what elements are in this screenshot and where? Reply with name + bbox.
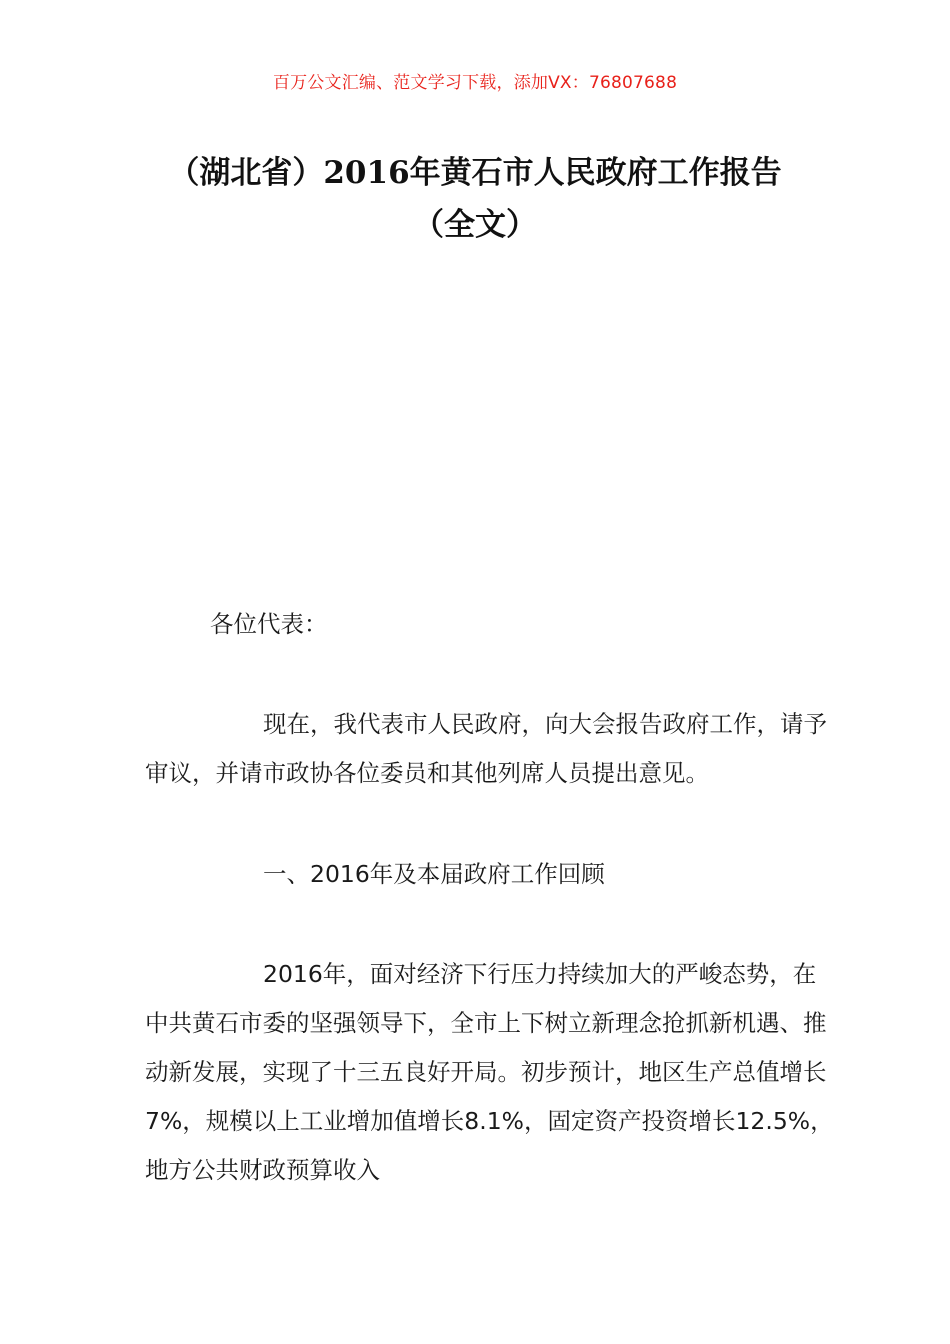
- section-heading: 一、2016年及本届政府工作回顾: [263, 860, 605, 888]
- opening-paragraph: 现在，我代表市人民政府，向大会报告政府工作，请予审议，并请市政协各位委员和其他列席人员提出意见。: [145, 710, 827, 787]
- header-note: 百万公文汇编、范文学习下载，添加VX：76807688: [272, 73, 678, 93]
- document-title: （湖北省）2016年黄石市人民政府工作报告（全文）: [168, 155, 782, 243]
- review-paragraph: 2016年，面对经济下行压力持续加大的严峻态势，在中共黄石市委的坚强领导下，全市上下树立新理念抢抓新机遇、推动新发展，实现了十三五良好开局。初步预计，地区生产总值增长7%，规模以上工业增加值增长8.1%，固定资产投资增长12.5%，地方公共财政预算收入: [145, 960, 834, 1184]
- salutation: 各位代表：: [210, 610, 328, 638]
